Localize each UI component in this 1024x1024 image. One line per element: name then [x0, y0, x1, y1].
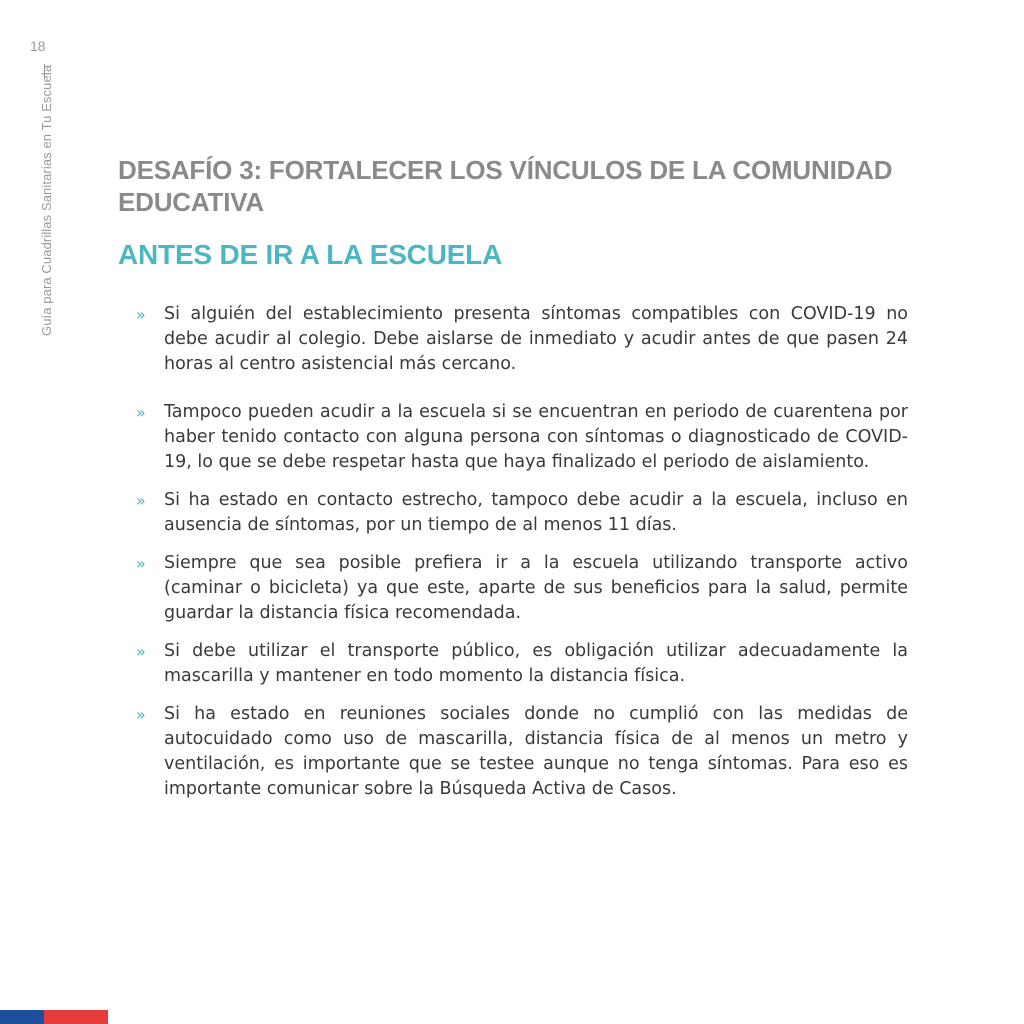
flag-blue-stripe	[0, 1010, 44, 1024]
list-item-text: Siempre que sea posible prefiera ir a la escuela utilizando transporte activo (caminar o bicicleta) ya que este, aparte de sus beneficios para la salud, permite guardar la distancia física recomendada.	[164, 553, 908, 623]
bullet-marker-icon: »	[136, 491, 146, 510]
list-item-text: Tampoco pueden acudir a la escuela si se encuentran en periodo de cuarentena por haber tenido contacto con alguna persona con síntomas o diagnosticado de COVID-19, lo que se debe respetar hasta que haya finalizado el periodo de aislamiento.	[164, 402, 908, 472]
list-item-text: Si alguién del establecimiento presenta síntomas compatibles con COVID-19 no debe acudir al colegio. Debe aislarse de inmediato y acudir antes de que pasen 24 horas al centro asistencial más cercano.	[164, 304, 908, 374]
list-item-text: Si debe utilizar el transporte público, es obligación utilizar adecuadamente la mascarilla y mantener en todo momento la distancia física.	[164, 641, 908, 686]
page-number: 18	[30, 38, 46, 54]
bullet-marker-icon: »	[136, 705, 146, 724]
bullet-marker-icon: »	[136, 554, 146, 573]
section-heading: DESAFÍO 3: FORTALECER LOS VÍNCULOS DE LA COMUNIDAD EDUCATIVA	[118, 155, 893, 217]
list-item	[136, 639, 908, 689]
flag-bar	[0, 1010, 108, 1024]
list-item-text: Si ha estado en reuniones sociales donde no cumplió con las medidas de autocuidado como uso de mascarilla, distancia física de al menos un metro y ventilación, es importante que se testee aunque no tenga síntomas. Para eso es importante comunicar sobre la Búsqueda Activa de Casos.	[164, 704, 908, 799]
list-item	[136, 302, 908, 377]
bullet-marker-icon: »	[136, 642, 146, 661]
list-item	[136, 488, 908, 538]
section-subheading: ANTES DE IR A LA ESCUELA	[118, 239, 503, 270]
list-item	[136, 702, 908, 802]
bullet-marker-icon: »	[136, 305, 146, 324]
recommendations-list	[136, 302, 908, 815]
list-item	[136, 400, 908, 475]
bullet-marker-icon: »	[136, 403, 146, 422]
list-item	[136, 551, 908, 626]
running-title: Guía para Cuadrillas Sanitarias en Tu Escuela	[39, 64, 54, 336]
list-item-text: Si ha estado en contacto estrecho, tampoco debe acudir a la escuela, incluso en ausencia de síntomas, por un tiempo de al menos 11 días.	[164, 490, 908, 535]
flag-red-stripe	[44, 1010, 108, 1024]
